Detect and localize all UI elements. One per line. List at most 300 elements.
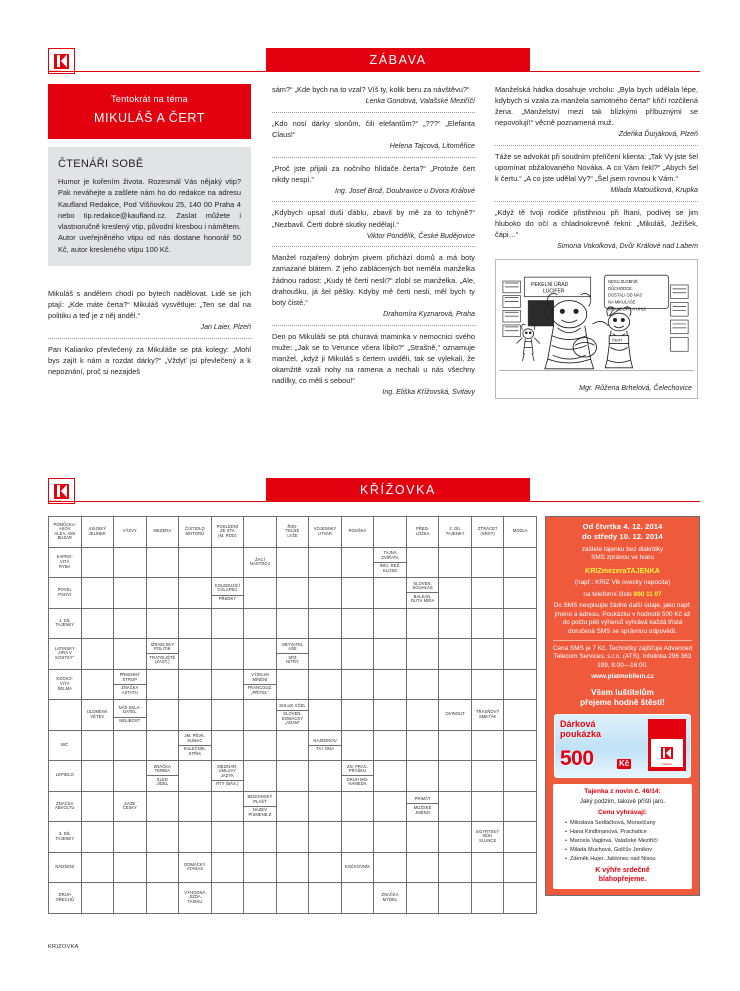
- crossword-answer-cell[interactable]: [341, 883, 374, 914]
- crossword-clue-cell: [374, 547, 407, 578]
- crossword-answer-cell[interactable]: [471, 639, 504, 670]
- joke-item: [272, 163, 475, 197]
- svg-text:DOSTALI OD NÁS: DOSTALI OD NÁS: [608, 292, 643, 298]
- crossword-answer-cell[interactable]: [406, 883, 439, 914]
- crossword-answer-cell[interactable]: [276, 761, 309, 792]
- crossword-answer-cell[interactable]: [211, 700, 244, 731]
- winner-item: • Miloslava Sedláčková, Moravičany: [565, 820, 687, 828]
- crossword-answer-cell[interactable]: [406, 730, 439, 761]
- joke-text: Mikuláš s andělem chodí po bytech nadělovat. Lidé se jich ptají: „Kde máte čerta?“ Mikuláš vysvětluje: „Ten se dal na politiku a teď je z něj anděl.“: [48, 288, 251, 321]
- crossword-clue-cell: [49, 578, 82, 609]
- crossword-solution-cell[interactable]: [309, 822, 342, 853]
- crossword-clue-cell: [309, 517, 342, 548]
- theme-line-1: Tentokrát na téma: [111, 94, 188, 104]
- joke-author: Jan Laier, Plzeň: [200, 323, 251, 332]
- krizovka-header-band: [48, 478, 700, 502]
- clue-text: ZNAČKA TERBIA: [147, 763, 179, 776]
- joke-text: Pan Kalianko převlečený za Mikuláše se ptá kolegy: „Mohl bys zajít k nám a rozdat dárky?“ „Vždyť jsi převlečený a k nepoznání, proč si nezajdeš: [48, 344, 251, 376]
- clue-text: TAJNÁ ZVÍŘATA: [374, 550, 406, 563]
- crossword-answer-cell[interactable]: [341, 578, 374, 609]
- crossword-answer-cell[interactable]: [146, 669, 179, 700]
- crossword-solution-cell[interactable]: [341, 822, 374, 853]
- clue-text: ASIJSKÝ JELÍNEK: [88, 526, 107, 536]
- clue-text: VÝZVY: [122, 528, 137, 534]
- crossword-answer-cell[interactable]: [276, 578, 309, 609]
- crossword-clue-cell: [49, 517, 82, 548]
- joke-author: Zdeňka Ďurjáková, Plzeň: [618, 130, 698, 139]
- crossword-clue-cell: [406, 517, 439, 548]
- clue-text: PRKENNÝ STROP: [114, 672, 146, 685]
- crossword-row: [49, 730, 537, 761]
- crossword-answer-cell[interactable]: [439, 730, 472, 761]
- crossword-clue-cell: [439, 517, 472, 548]
- crossword-clue-cell: [49, 822, 82, 853]
- editorial-column-1: [48, 84, 251, 381]
- crossword-answer-cell[interactable]: [81, 730, 114, 761]
- clue-text: FRANCOUZ. „PŘÍTEL“: [247, 685, 273, 695]
- crossword-clue-cell: [341, 761, 374, 792]
- crossword-answer-cell[interactable]: [146, 700, 179, 731]
- crossword-answer-cell[interactable]: [81, 791, 114, 822]
- crossword-solution-cell[interactable]: [81, 608, 114, 639]
- crossword-answer-cell[interactable]: [244, 639, 277, 670]
- crossword-answer-cell[interactable]: [406, 669, 439, 700]
- crossword-answer-cell[interactable]: [179, 578, 212, 609]
- crossword-answer-cell[interactable]: [244, 578, 277, 609]
- crossword-solution-cell[interactable]: [179, 822, 212, 853]
- crossword-solution-cell[interactable]: [146, 822, 179, 853]
- crossword-answer-cell[interactable]: [504, 700, 537, 731]
- crossword-answer-cell[interactable]: [146, 578, 179, 609]
- joke-item: [272, 252, 475, 319]
- crossword-answer-cell[interactable]: [471, 730, 504, 761]
- crossword-solution-cell[interactable]: [81, 822, 114, 853]
- crossword-answer-cell[interactable]: [309, 639, 342, 670]
- clue-text: LATINSKY „HRA V KOSTKY“: [54, 645, 75, 661]
- crossword-answer-cell[interactable]: [406, 852, 439, 883]
- clue-text: KOČKO- VITÁ ŠELMA: [56, 676, 74, 691]
- crossword-row: [49, 791, 537, 822]
- crossword-answer-cell[interactable]: [439, 761, 472, 792]
- banner-title-zabava: ZÁBAVA: [266, 48, 530, 72]
- clue-text: NÁŠ SKLA- DATEL: [114, 704, 146, 717]
- crossword-solution-cell[interactable]: [146, 608, 179, 639]
- crossword-clue-cell: [114, 791, 147, 822]
- joke-separator: [272, 112, 475, 113]
- promo-headline-1: Od čtvrtka 4. 12. 2014: [582, 522, 663, 531]
- clue-text: PRIMÁT: [407, 796, 439, 805]
- crossword-answer-cell[interactable]: [244, 730, 277, 761]
- crossword-answer-cell[interactable]: [471, 761, 504, 792]
- crossword-answer-cell[interactable]: [341, 639, 374, 670]
- promo-wish-2: přejeme hodně štěstí!: [580, 698, 665, 708]
- joke-text: „Když tě tvoji rodiče přistihnou při lhaní, podívej se jim hluboko do očí a chladnokrevně řekni: „Mikuláš, Ježíšek, čápi…“: [495, 208, 698, 240]
- voucher-currency: Kč: [619, 758, 630, 768]
- crossword-clue-cell: [146, 761, 179, 792]
- crossword-answer-cell[interactable]: [504, 730, 537, 761]
- crossword-clue-cell: [244, 669, 277, 700]
- crossword-answer-cell[interactable]: [309, 761, 342, 792]
- crossword-answer-cell[interactable]: [309, 791, 342, 822]
- crossword-clue-cell: [49, 883, 82, 914]
- joke-author: Simona Vokolková, Dvůr Králové nad Labem: [557, 242, 698, 251]
- crossword-answer-cell[interactable]: [439, 547, 472, 578]
- clue-text: VÝHODNÁ JÍZDA TAXÍKU: [184, 889, 206, 905]
- promo-example: (např.: KRIZ Vlk ovecky nepocita): [574, 579, 671, 587]
- promo-phone-label: na telefonní číslo: [583, 590, 632, 598]
- joke-item: [495, 84, 698, 140]
- crossword-clue-cell: [81, 517, 114, 548]
- cartoon-panel: [495, 259, 698, 399]
- joke-item: [495, 207, 698, 252]
- crossword-solution-cell[interactable]: [211, 822, 244, 853]
- crossword-answer-cell[interactable]: [374, 639, 407, 670]
- results-title: Tajenka z novin č. 46/14:: [584, 788, 661, 796]
- clue-text: SAZE ČESKY: [122, 800, 138, 811]
- crossword-solution-cell[interactable]: [374, 608, 407, 639]
- clue-text: BEDOINSKÝ PLÁŠŤ: [244, 794, 276, 807]
- crossword-clue-cell: [49, 791, 82, 822]
- crossword-answer-cell[interactable]: [114, 730, 147, 761]
- crossword-answer-cell[interactable]: [309, 547, 342, 578]
- crossword-answer-cell[interactable]: [341, 791, 374, 822]
- clue-text: ZNAČKA MÝDEL: [381, 892, 399, 902]
- crossword-answer-cell[interactable]: [341, 669, 374, 700]
- crossword-answer-cell[interactable]: [81, 578, 114, 609]
- clue-text: KULEČNÍK. STŘIK: [183, 746, 207, 756]
- crossword-answer-cell[interactable]: [179, 547, 212, 578]
- crossword-answer-cell[interactable]: [211, 883, 244, 914]
- crossword-answer-cell[interactable]: [374, 852, 407, 883]
- clue-text: SLOVEN. DOMÁCKY „ADAM“: [281, 711, 304, 726]
- crossword-answer-cell[interactable]: [146, 730, 179, 761]
- clue-text: TA I ONA: [316, 746, 334, 752]
- crossword-clue-cell: [81, 700, 114, 731]
- crossword-answer-cell[interactable]: [114, 578, 147, 609]
- joke-text: „Proč jste přijali za nočního hlídače čerta?“ „Protože čert nikdy nespí.“: [272, 163, 475, 184]
- crossword-solution-cell[interactable]: [341, 608, 374, 639]
- clue-text: ZTRÁCET (SRST): [477, 526, 498, 536]
- crossword-clue-cell: [49, 547, 82, 578]
- crossword-answer-cell[interactable]: [504, 822, 537, 853]
- clue-text: SPZ NITRY: [286, 654, 299, 665]
- crossword-answer-cell[interactable]: [504, 791, 537, 822]
- crossword-clue-cell: [49, 639, 82, 670]
- joke-author: Lenka Gondová, Valašské Meziříčí: [365, 97, 475, 106]
- clue-text: POSLEDNÍ ZE STA (M. ROD): [216, 523, 239, 539]
- crossword-answer-cell[interactable]: [81, 852, 114, 883]
- crossword-answer-cell[interactable]: [81, 761, 114, 792]
- crossword-row: [49, 639, 537, 670]
- crossword-answer-cell[interactable]: [146, 883, 179, 914]
- crossword-answer-cell[interactable]: [406, 547, 439, 578]
- crossword-answer-cell[interactable]: [276, 883, 309, 914]
- winner-item: • Milada Muchová, Golčův Jeníkov: [565, 847, 687, 855]
- clue-text: ŘIDI- TELNÉ LYŽE: [285, 523, 300, 539]
- promo-headline-2: do středy 10. 12. 2014: [582, 532, 663, 542]
- crossword-answer-cell[interactable]: [114, 547, 147, 578]
- promo-wish-1: Všem luštitelům: [591, 687, 654, 697]
- crossword-clue-cell: [471, 700, 504, 731]
- crossword-clue-cell: [276, 700, 309, 731]
- crossword-answer-cell[interactable]: [374, 700, 407, 731]
- winners-title: Cenu vyhrávají:: [597, 809, 648, 817]
- crossword-section: [48, 516, 700, 914]
- crossword-answer-cell[interactable]: [309, 852, 342, 883]
- crossword-answer-cell[interactable]: [471, 852, 504, 883]
- crossword-answer-cell[interactable]: [179, 639, 212, 670]
- clue-text: JM. PĚVK. SUMAC: [179, 733, 211, 746]
- joke-text: Manželská hádka dosahuje vrcholu: „Byla bych udělala lépe, kdybych si vzala za manžela samotného čerta!“ křičí rozčilená žena. „Manželství mezi tak blízkými příbuznými se nepovolují!“ věcně poznamená muž.: [495, 85, 698, 128]
- clue-text: NADŠENÍ: [55, 863, 75, 869]
- crossword-answer-cell[interactable]: [471, 883, 504, 914]
- crossword-answer-cell[interactable]: [439, 791, 472, 822]
- crossword-answer-cell[interactable]: [309, 578, 342, 609]
- readers-box: [48, 147, 251, 266]
- clue-text: SLOVEN. SOUHLAS: [407, 580, 439, 593]
- joke-separator: [272, 325, 475, 326]
- crossword-answer-cell[interactable]: [211, 669, 244, 700]
- crossword-solution-cell[interactable]: [504, 608, 537, 639]
- crossword-solution-cell[interactable]: [276, 822, 309, 853]
- clue-text: TRATOLIŠTĚ (ZAST.): [149, 654, 176, 665]
- crossword-answer-cell[interactable]: [211, 852, 244, 883]
- crossword-clue-cell: [179, 852, 212, 883]
- crossword-clue-cell: [309, 730, 342, 761]
- crossword-grid[interactable]: [48, 516, 537, 914]
- clue-text: OBYVATEL AŠE: [277, 641, 309, 654]
- crossword-clue-cell: [179, 883, 212, 914]
- crossword-clue-cell: [49, 852, 82, 883]
- clue-text: KAPRO- VITÁ RYBA: [56, 554, 73, 569]
- crossword-clue-cell: [49, 761, 82, 792]
- crossword-clue-cell: [276, 517, 309, 548]
- crossword-answer-cell[interactable]: [309, 883, 342, 914]
- crossword-solution-cell[interactable]: [406, 608, 439, 639]
- crossword-row: [49, 547, 537, 578]
- crossword-answer-cell[interactable]: [114, 883, 147, 914]
- joke-separator: [272, 246, 475, 247]
- crossword-answer-cell[interactable]: [244, 761, 277, 792]
- crossword-answer-cell[interactable]: [276, 547, 309, 578]
- crossword-clue-cell: [211, 517, 244, 548]
- joke-separator: [48, 338, 251, 339]
- crossword-answer-cell[interactable]: [504, 883, 537, 914]
- crossword-answer-cell[interactable]: [471, 547, 504, 578]
- crossword-answer-cell[interactable]: [179, 700, 212, 731]
- crossword-answer-cell[interactable]: [439, 578, 472, 609]
- joke-text: sám?“ „Kde bych na to vzal? Víš ty, kolik beru za návštěvu?“: [272, 85, 470, 94]
- crossword-answer-cell[interactable]: [114, 852, 147, 883]
- crossword-answer-cell[interactable]: [504, 578, 537, 609]
- congrats-line-1: K výhře srdečně: [595, 866, 650, 874]
- clue-text: DRUH OŘECHŮ: [55, 892, 74, 902]
- clue-text: NÁZEV PÍSMENE Z: [248, 807, 272, 817]
- joke-item: [495, 151, 698, 196]
- crossword-solution-cell[interactable]: [439, 822, 472, 853]
- crossword-answer-cell[interactable]: [179, 669, 212, 700]
- crossword-answer-cell[interactable]: [504, 639, 537, 670]
- crossword-answer-cell[interactable]: [146, 852, 179, 883]
- crossword-answer-cell[interactable]: [341, 700, 374, 731]
- crossword-answer-cell[interactable]: [374, 578, 407, 609]
- voucher-kaufland-logo: [651, 739, 683, 767]
- theme-line-2: MIKULÁŠ A ČERT: [94, 110, 205, 125]
- crossword-solution-cell[interactable]: [374, 822, 407, 853]
- joke-author: Ing. Eliška Křížovská, Svitavy: [382, 388, 475, 397]
- clue-text: EGYPTSKÝ BŮH SLUNCE: [476, 828, 500, 844]
- clue-text: ULOMENÁ VĚTEV: [86, 709, 108, 719]
- crossword-solution-cell[interactable]: [211, 608, 244, 639]
- clue-text: DOMÁCKY ATANAS: [184, 861, 206, 872]
- crossword-answer-cell[interactable]: [179, 791, 212, 822]
- clue-text: ZNAČKA ABVOLTU: [55, 800, 75, 811]
- crossword-answer-cell[interactable]: [504, 669, 537, 700]
- crossword-clue-cell: [439, 700, 472, 731]
- crossword-answer-cell[interactable]: [504, 761, 537, 792]
- crossword-answer-cell[interactable]: [244, 883, 277, 914]
- cartoon-badge-label: ČERT: [612, 337, 623, 343]
- crossword-clue-cell: [114, 669, 147, 700]
- crossword-answer-cell[interactable]: [211, 791, 244, 822]
- congrats-line-2: blahopřejeme.: [598, 875, 647, 883]
- clue-text: RTY (BÁS.): [216, 781, 239, 787]
- crossword-answer-cell[interactable]: [146, 547, 179, 578]
- editorial-column-2: [272, 84, 475, 402]
- crossword-answer-cell[interactable]: [81, 883, 114, 914]
- promo-divider: [553, 640, 692, 641]
- clue-text: BIČ: [61, 741, 69, 747]
- crossword-answer-cell[interactable]: [439, 639, 472, 670]
- voucher-amount: 500: [560, 747, 594, 771]
- crossword-answer-cell[interactable]: [114, 761, 147, 792]
- clue-text: NAJEDNOU: [309, 737, 341, 746]
- clue-text: ZN. PRAC. PRÁŠKU: [342, 763, 374, 776]
- crossword-answer-cell[interactable]: [471, 669, 504, 700]
- joke-item: [48, 288, 251, 333]
- joke-text: Den po Mikuláši se ptá churavá maminka v nemocnici svého muže: „Jak se to Verunce včera líbilo?“ „Strašně,“ oznamuje manžel, „když ji Mikuláš s čertem uviděli, tak se vylekali, že okamžitě vzali nohy na ramena a nechali u nás všechny nadílky, co měli s sebou!“: [272, 331, 475, 385]
- crossword-answer-cell[interactable]: [244, 852, 277, 883]
- crossword-answer-cell[interactable]: [406, 700, 439, 731]
- crossword-solution-cell[interactable]: [309, 608, 342, 639]
- crossword-clue-cell: [244, 791, 277, 822]
- svg-text:DŮCHODCE.: DŮCHODCE.: [608, 285, 633, 291]
- zabava-header-band: [48, 48, 700, 72]
- crossword-answer-cell[interactable]: [439, 883, 472, 914]
- crossword-answer-cell[interactable]: [374, 669, 407, 700]
- promo-website[interactable]: www.platmobilem.cz: [591, 673, 654, 681]
- crossword-row: [49, 852, 537, 883]
- crossword-clue-cell: [406, 791, 439, 822]
- svg-text:BRAMBORY A UHLÍ!: BRAMBORY A UHLÍ!: [608, 306, 647, 312]
- cartoon-signature: Mgr. Růžena Brhelová, Čelechovice: [579, 384, 692, 393]
- crossword-answer-cell[interactable]: [406, 639, 439, 670]
- readers-box-title: ČTENÁŘI SOBĚ: [58, 157, 144, 170]
- promo-line-3: zašlete tajenku bez diakritiky: [581, 545, 664, 553]
- joke-author: Viktor Pondělík, České Budějovice: [366, 231, 475, 240]
- clue-text: VÝZKUM MÍNĚNÍ: [244, 672, 276, 685]
- crossword-solution-cell[interactable]: [471, 608, 504, 639]
- joke-item: [272, 118, 475, 152]
- cartoon-sign-line-1: PEKELNÍ ÚŘAD: [531, 281, 569, 288]
- crossword-answer-cell[interactable]: [211, 639, 244, 670]
- crossword-answer-cell[interactable]: [276, 791, 309, 822]
- readers-box-text: Humor je kořením života. Rozesmál Vás nějaký vtip? Pak neváhejte a zašlete nám ho do redakce na adresu Kaufland Redakce, Pod Višňovkou 25, 140 00 Praha 4 nebo tip.redakce@kaufland.cz. Zaslat můžete i vlastnoručně kreslený vtip, původní kresbou i námětem. Autor uveřejněného vtipu od nás dostane honorář 50 Kč, autor kresleného vtipu 100 Kč.: [58, 177, 241, 254]
- clue-text: IZRAELSKÝ POLITIK: [147, 641, 179, 654]
- clue-text: POVEL PSOVI: [57, 587, 72, 597]
- winner-item: • Hana Kindlmanová, Prachatice: [565, 829, 687, 837]
- crossword-answer-cell[interactable]: [179, 761, 212, 792]
- crossword-row: [49, 669, 537, 700]
- banner-title-krizovka: KŘÍŽOVKA: [266, 478, 530, 502]
- crossword-answer-cell[interactable]: [81, 669, 114, 700]
- crossword-solution-cell[interactable]: [179, 608, 212, 639]
- crossword-answer-cell[interactable]: [439, 852, 472, 883]
- crossword-clue-cell: [49, 730, 82, 761]
- crossword-answer-cell[interactable]: [406, 761, 439, 792]
- crossword-answer-cell[interactable]: [504, 547, 537, 578]
- crossword-solution-cell[interactable]: [114, 608, 147, 639]
- crossword-answer-cell[interactable]: [276, 669, 309, 700]
- crossword-answer-cell[interactable]: [309, 669, 342, 700]
- crossword-row: [49, 700, 537, 731]
- clue-text: 1. DÍL TAJENKY: [55, 617, 75, 628]
- clue-text: MEZERA: [153, 528, 172, 534]
- crossword-solution-cell[interactable]: [244, 608, 277, 639]
- crossword-answer-cell[interactable]: [309, 700, 342, 731]
- gift-voucher: [554, 714, 691, 778]
- crossword-answer-cell[interactable]: [81, 547, 114, 578]
- crossword-answer-cell[interactable]: [81, 639, 114, 670]
- crossword-answer-cell[interactable]: [211, 547, 244, 578]
- clue-text: KOLEDUJÍCÍ CHLAPEC: [212, 582, 244, 595]
- crossword-clue-cell: [341, 517, 374, 548]
- crossword-answer-cell[interactable]: [114, 639, 147, 670]
- previous-results: [553, 784, 692, 889]
- joke-separator: [272, 201, 475, 202]
- crossword-answer-cell[interactable]: [146, 791, 179, 822]
- crossword-answer-cell[interactable]: [211, 730, 244, 761]
- crossword-answer-cell[interactable]: [341, 730, 374, 761]
- crossword-answer-cell[interactable]: [244, 700, 277, 731]
- crossword-solution-cell[interactable]: [114, 822, 147, 853]
- crossword-solution-cell[interactable]: [244, 822, 277, 853]
- crossword-answer-cell[interactable]: [341, 547, 374, 578]
- crossword-answer-cell[interactable]: [276, 730, 309, 761]
- crossword-answer-cell[interactable]: [276, 852, 309, 883]
- promo-sms-format: KRIZmezeraTAJENKA: [585, 565, 660, 575]
- voucher-title-1: Dárková: [560, 719, 596, 730]
- promo-line-4: SMS zprávou ve tvaru: [591, 554, 654, 562]
- crossword-answer-cell[interactable]: [439, 669, 472, 700]
- results-answer: Jaký podzim, takové příští jaro.: [579, 798, 666, 805]
- crossword-solution-cell[interactable]: [276, 608, 309, 639]
- crossword-answer-cell[interactable]: [374, 761, 407, 792]
- crossword-block-cell: [49, 700, 82, 731]
- clue-text: SHLUK VČEL: [277, 702, 309, 711]
- theme-box: [48, 84, 251, 139]
- clue-text: ROUŠKA: [348, 528, 367, 534]
- crossword-answer-cell[interactable]: [504, 852, 537, 883]
- crossword-answer-cell[interactable]: [471, 791, 504, 822]
- crossword-answer-cell[interactable]: [374, 730, 407, 761]
- crossword-answer-cell[interactable]: [471, 578, 504, 609]
- crossword-solution-cell[interactable]: [406, 822, 439, 853]
- joke-item: [272, 331, 475, 398]
- crossword-answer-cell[interactable]: [374, 791, 407, 822]
- crossword-solution-cell[interactable]: [439, 608, 472, 639]
- joke-separator: [272, 157, 475, 158]
